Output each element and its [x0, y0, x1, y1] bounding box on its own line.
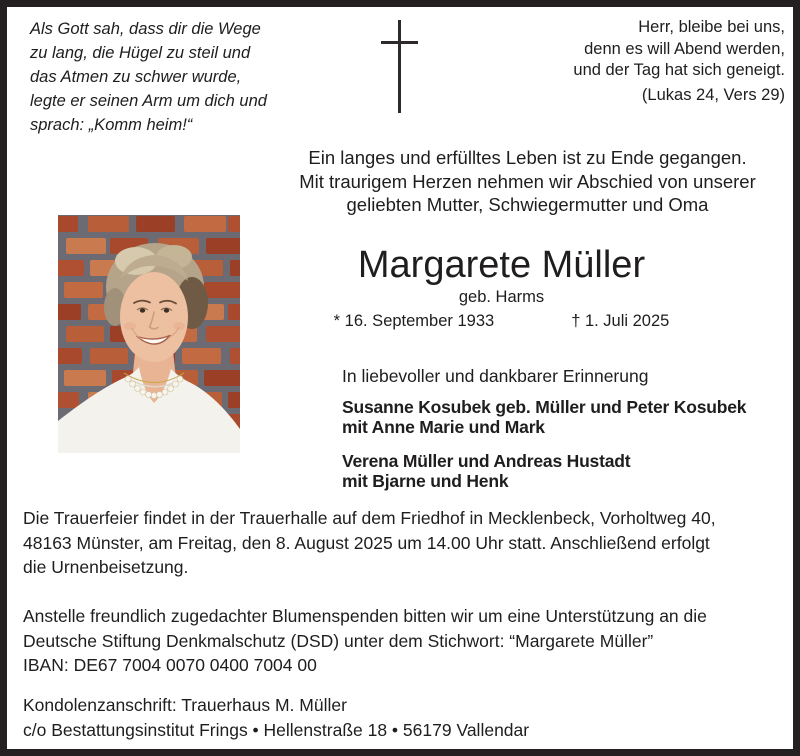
mourner-line: Verena Müller und Andreas Hustadt: [342, 451, 631, 471]
iban-line: IBAN: DE67 7004 0070 0400 7004 00: [23, 655, 317, 676]
maiden-name: geb. Harms: [458, 288, 545, 306]
opening-verse: [30, 17, 267, 137]
cross-vertical-bar: [398, 20, 401, 113]
mourner-line: Susanne Kosubek geb. Müller und Peter Kosubek: [342, 397, 747, 417]
intro-line: Ein langes und erfülltes Leben ist zu Ende gegangen.: [308, 147, 747, 168]
funeral-info: [23, 506, 716, 580]
bible-verse: [573, 17, 785, 106]
verse-line: Herr, bleibe bei uns,: [638, 18, 785, 36]
verse-citation: (Lukas 24, Vers 29): [641, 85, 785, 104]
portrait-illustration: [58, 215, 240, 453]
intro-paragraph: [275, 146, 780, 217]
verse-line: und der Tag hat sich geneigt.: [573, 61, 785, 79]
verse-line: sprach: „Komm heim!“: [30, 116, 193, 134]
intro-line: geliebten Mutter, Schwiegermutter und Oma: [346, 194, 709, 216]
funeral-line: die Urnenbeisetzung.: [23, 557, 189, 578]
death-date: † 1. Juli 2025: [571, 312, 670, 330]
donation-info: [23, 604, 707, 678]
verse-line: das Atmen zu schwer wurde,: [30, 68, 242, 86]
condolence-line: c/o Bestattungsinstitut Frings • Hellenstraße 18 • 56179 Vallendar: [23, 719, 530, 740]
portrait-photo: [58, 215, 240, 453]
condolence-address: [23, 693, 529, 742]
verse-line: Als Gott sah, dass dir die Wege: [30, 20, 261, 38]
funeral-line: 48163 Münster, am Freitag, den 8. August 2025 um 14.00 Uhr statt. Anschließend erfolgt: [23, 532, 710, 553]
condolence-line: Kondolenzanschrift: Trauerhaus M. Müller: [23, 695, 347, 715]
mourner-line: mit Anne Marie und Mark: [342, 417, 545, 437]
mourners-group-1: [342, 397, 746, 437]
verse-line: legte er seinen Arm um dich und: [30, 92, 267, 110]
life-dates: [249, 312, 754, 330]
mourner-line: mit Bjarne und Henk: [342, 471, 509, 491]
remembrance-line: In liebevoller und dankbarer Erinnerung: [342, 366, 649, 386]
deceased-name: Margarete Müller: [357, 244, 646, 286]
cross-horizontal-bar: [381, 41, 418, 44]
birth-date: * 16. September 1933: [333, 312, 495, 330]
mourners-group-2: [342, 451, 630, 491]
funeral-line: Die Trauerfeier findet in der Trauerhalle auf dem Friedhof in Mecklenbeck, Vorholtweg 40,: [23, 508, 716, 528]
intro-line: Mit traurigem Herzen nehmen wir Abschied von unserer: [299, 170, 756, 192]
verse-line: denn es will Abend werden,: [584, 39, 785, 58]
verse-line: zu lang, die Hügel zu steil und: [30, 44, 251, 62]
donation-line: Deutsche Stiftung Denkmalschutz (DSD) unter dem Stichwort: “Margarete Müller”: [23, 630, 654, 651]
donation-line: Anstelle freundlich zugedachter Blumenspenden bitten wir um eine Unterstützung an die: [23, 606, 707, 626]
